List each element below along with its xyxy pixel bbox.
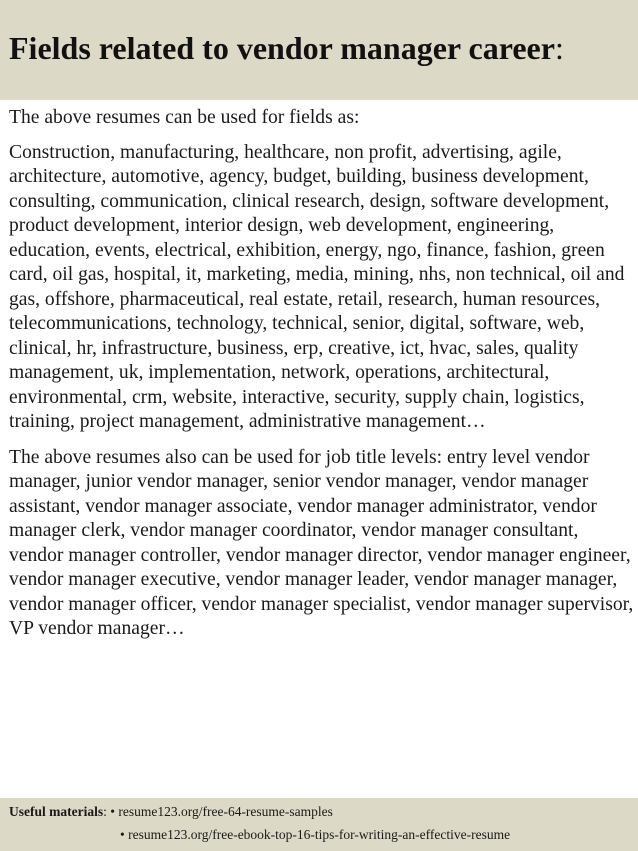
useful-materials-label-colon: : <box>103 804 111 819</box>
useful-materials-footer <box>0 798 638 851</box>
footer-row-first <box>9 803 333 821</box>
fields-intro-text: The above resumes can be used for fields as: <box>9 107 360 128</box>
bullet-icon: • <box>120 827 129 842</box>
resume-samples-link[interactable]: resume123.org/free-64-resume-samples <box>118 804 333 819</box>
resume-ebook-link[interactable]: resume123.org/free-ebook-top-16-tips-for-writing-an-effective-resume <box>128 827 511 842</box>
bullet-icon: • <box>110 804 119 819</box>
page-title-colon: : <box>554 30 564 66</box>
fields-list-paragraph: Construction, manufacturing, healthcare, non profit, advertising, agile, architecture, automotive, agency, budget, building, business development, consulting, communication, clinical research, design, software development, product development, interior design, web development, engineering, education, events, electrical, exhibition, energy, ngo, finance, fashion, green card, oil gas, hospital, it, marketing, media, mining, nhs, non technical, oil and gas, offshore, pharmaceutical, real estate, retail, research, human resources, telecommunications, technology, technical, senior, digital, software, web, clinical, hr, infrastructure, business, erp, creative, ict, hvac, sales, quality management, uk, implementation, network, operations, architectural, environmental, crm, website, interactive, security, supply chain, logistics, training, project management, administrative management… <box>9 141 625 432</box>
title-band <box>0 0 638 100</box>
footer-row-second <box>120 826 510 844</box>
page-title <box>9 28 564 68</box>
useful-materials-label: Useful materials <box>9 804 104 819</box>
page-title-text: Fields related to vendor manager career <box>9 30 555 66</box>
main-content <box>9 106 635 642</box>
job-levels-paragraph: The above resumes also can be used for job title levels: entry level vendor manager, junior vendor manager, senior vendor manager, vendor manager assistant, vendor manager associate, vendor manager administrator, vendor manager clerk, vendor manager coordinator, vendor manager consultant, vendor manager controller, vendor manager director, vendor manager engineer, vendor manager executive, vendor manager leader, vendor manager manager, vendor manager officer, vendor manager specialist, vendor manager supervisor, VP vendor manager… <box>9 446 634 639</box>
